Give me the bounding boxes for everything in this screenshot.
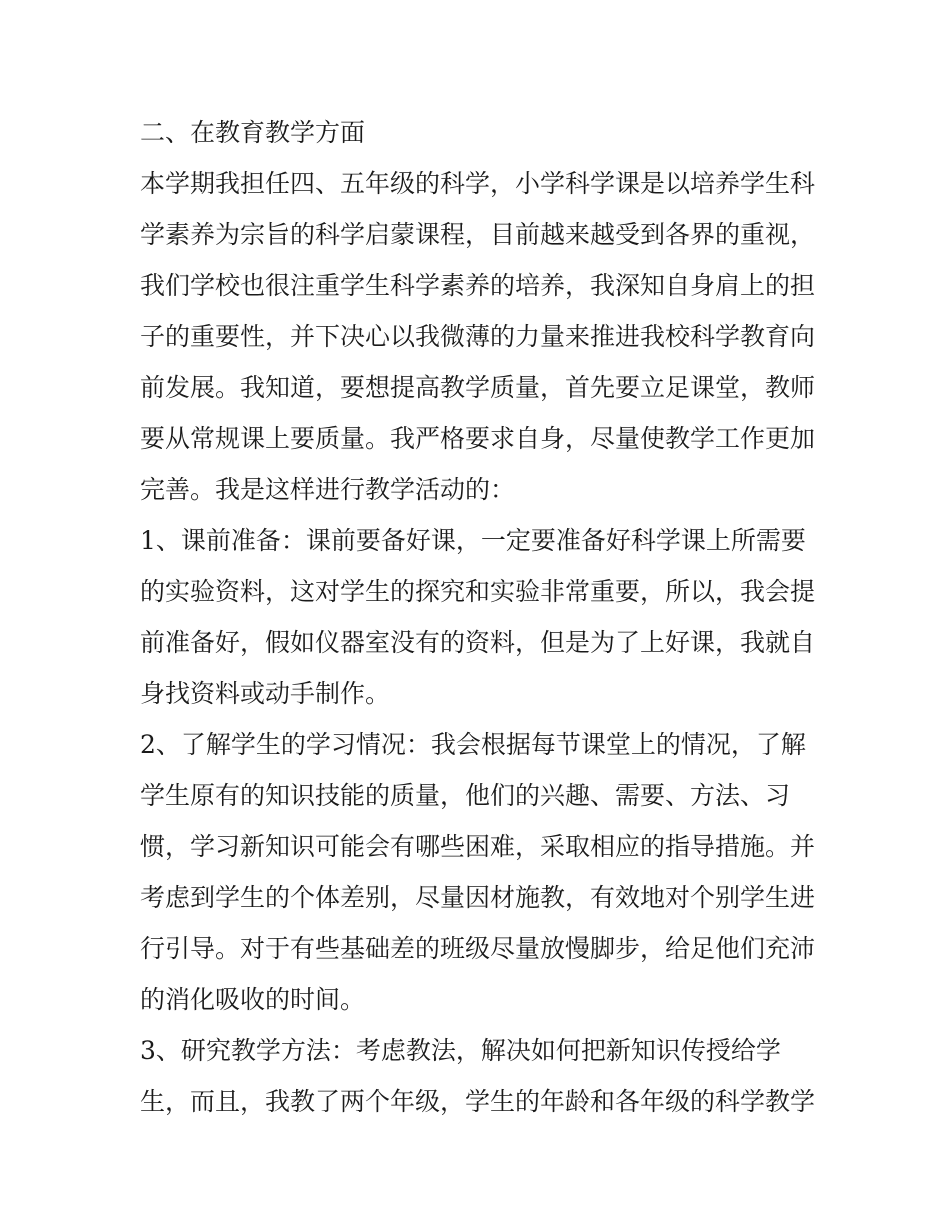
list-item-line: 惯，学习新知识可能会有哪些困难，采取相应的指导措施。并 bbox=[140, 832, 816, 861]
list-item-line: 的实验资料，这对学生的探究和实验非常重要，所以，我会提 bbox=[140, 577, 816, 606]
paragraph-line: 本学期我担任四、五年级的科学，小学科学课是以培养学生科 bbox=[140, 169, 816, 198]
paragraph-line: 学素养为宗旨的科学启蒙课程，目前越来越受到各界的重视， bbox=[140, 220, 816, 249]
document-body bbox=[140, 107, 820, 1127]
list-item-line: 2、了解学生的学习情况：我会根据每节课堂上的情况，了解 bbox=[140, 730, 806, 759]
section-heading: 二、在教育教学方面 bbox=[140, 118, 366, 147]
list-item-line: 身找资料或动手制作。 bbox=[140, 679, 391, 708]
list-item-line: 3、研究教学方法：考虑教法，解决如何把新知识传授给学 bbox=[140, 1036, 781, 1065]
list-item-line: 学生原有的知识技能的质量，他们的兴趣、需要、方法、习 bbox=[140, 781, 791, 810]
list-item-line: 前准备好，假如仪器室没有的资料，但是为了上好课，我就自 bbox=[140, 628, 816, 657]
list-item-line: 的消化吸收的时间。 bbox=[140, 985, 366, 1014]
paragraph-line: 我们学校也很注重学生科学素养的培养，我深知自身肩上的担 bbox=[140, 271, 816, 300]
list-item-line: 考虑到学生的个体差别，尽量因材施教，有效地对个别学生进 bbox=[140, 883, 816, 912]
list-item-line: 1、课前准备：课前要备好课，一定要准备好科学课上所需要 bbox=[140, 526, 806, 555]
paragraph-line: 前发展。我知道，要想提高教学质量，首先要立足课堂，教师 bbox=[140, 373, 816, 402]
paragraph-line: 要从常规课上要质量。我严格要求自身，尽量使教学工作更加 bbox=[140, 424, 816, 453]
paragraph-line: 子的重要性，并下决心以我微薄的力量来推进我校科学教育向 bbox=[140, 322, 816, 351]
paragraph-line: 完善。我是这样进行教学活动的： bbox=[140, 475, 516, 504]
list-item-line: 生，而且，我教了两个年级，学生的年龄和各年级的科学教学 bbox=[140, 1087, 816, 1116]
list-item-line: 行引导。对于有些基础差的班级尽量放慢脚步，给足他们充沛 bbox=[140, 934, 816, 963]
